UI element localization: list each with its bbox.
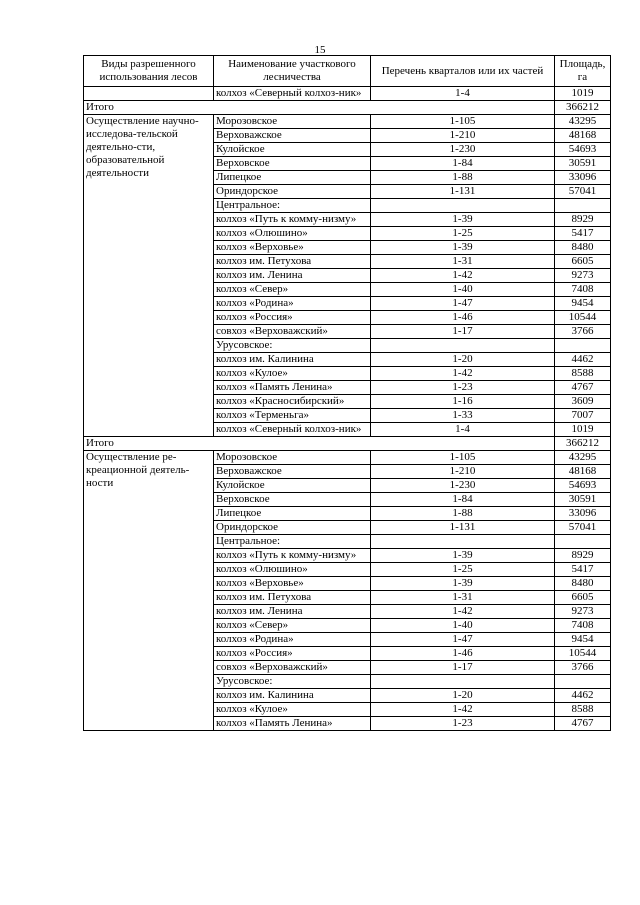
area-cell: 8929 [555,213,611,227]
header-kind: Виды разрешенного использования лесов [84,56,214,87]
area-cell: 1019 [555,423,611,437]
quarters-cell: 1-230 [371,143,555,157]
quarters-cell: 1-42 [371,269,555,283]
area-cell: 54693 [555,143,611,157]
area-cell: 9273 [555,605,611,619]
forestry-name-cell: Кулойское [214,479,371,493]
quarters-cell: 1-84 [371,157,555,171]
area-cell: 43295 [555,451,611,465]
forestry-name-cell: колхоз им. Ленина [214,605,371,619]
forestry-name-cell: колхоз «Память Ленина» [214,717,371,731]
header-area: Площадь, га [555,56,611,87]
forestry-name-cell: колхоз «Красносибирский» [214,395,371,409]
area-cell: 48168 [555,129,611,143]
area-cell: 3609 [555,395,611,409]
forestry-name-cell: колхоз «Кулое» [214,703,371,717]
forestry-name-cell: Центральное: [214,199,371,213]
quarters-cell [371,199,555,213]
quarters-cell: 1-20 [371,689,555,703]
quarters-cell: 1-84 [371,493,555,507]
area-cell: 54693 [555,479,611,493]
forestry-name-cell: колхоз «Олюшино» [214,227,371,241]
quarters-cell: 1-17 [371,661,555,675]
forestry-name-cell: совхоз «Верховажский» [214,325,371,339]
total-row [84,437,611,451]
quarters-cell: 1-42 [371,605,555,619]
quarters-cell: 1-40 [371,619,555,633]
quarters-cell: 1-47 [371,633,555,647]
forestry-name-cell: Морозовское [214,451,371,465]
area-cell: 9454 [555,633,611,647]
header-quarters: Перечень кварталов или их частей [371,56,555,87]
forestry-name-cell: колхоз им. Петухова [214,255,371,269]
quarters-cell: 1-25 [371,563,555,577]
use-kind-cell: Осуществление научно-исследова-тельской деятельно-сти, образовательной деятельности [84,115,214,437]
area-cell: 30591 [555,157,611,171]
area-cell [555,675,611,689]
area-cell: 10544 [555,311,611,325]
quarters-cell: 1-230 [371,479,555,493]
forestry-name-cell: колхоз «Верховье» [214,241,371,255]
area-cell: 9273 [555,269,611,283]
table-body [84,87,611,731]
quarters-cell: 1-46 [371,647,555,661]
table-row [84,451,611,465]
area-cell: 8929 [555,549,611,563]
forestry-name-cell: колхоз «Северный колхоз-ник» [214,423,371,437]
quarters-cell: 1-33 [371,409,555,423]
area-cell: 57041 [555,521,611,535]
area-cell [555,339,611,353]
quarters-cell: 1-39 [371,549,555,563]
total-label: Итого [84,101,555,115]
forestry-name-cell: колхоз «Север» [214,283,371,297]
forestry-name-cell: колхоз «Россия» [214,647,371,661]
forestry-name-cell: колхоз «Кулое» [214,367,371,381]
forest-use-table [83,55,611,731]
quarters-cell: 1-42 [371,703,555,717]
area-cell: 3766 [555,325,611,339]
forestry-name-cell: Ориндорское [214,521,371,535]
forestry-name-cell: колхоз «Терменьга» [214,409,371,423]
area-cell: 5417 [555,227,611,241]
quarters-cell: 1-210 [371,129,555,143]
total-value: 366212 [555,101,611,115]
forestry-name-cell: колхоз «Путь к комму-низму» [214,549,371,563]
quarters-cell: 1-23 [371,717,555,731]
use-kind-cell: Осуществление ре-креационной деятель-ности [84,451,214,731]
area-cell: 8588 [555,703,611,717]
forestry-name-cell: колхоз «Родина» [214,633,371,647]
forestry-name-cell: Центральное: [214,535,371,549]
header-forestry: Наименование участкового лесничества [214,56,371,87]
forestry-name-cell: Морозовское [214,115,371,129]
quarters-cell: 1-210 [371,465,555,479]
forestry-name-cell: колхоз им. Петухова [214,591,371,605]
quarters-cell: 1-39 [371,213,555,227]
area-cell: 8588 [555,367,611,381]
quarters-cell: 1-31 [371,255,555,269]
area-cell: 4767 [555,381,611,395]
quarters-cell: 1-23 [371,381,555,395]
area-cell: 10544 [555,647,611,661]
area-cell: 6605 [555,591,611,605]
area-cell: 30591 [555,493,611,507]
area-cell: 4462 [555,353,611,367]
table-row [84,115,611,129]
quarters-cell: 1-105 [371,451,555,465]
forestry-name-cell: колхоз «Северный колхоз-ник» [214,87,371,101]
forestry-name-cell: Ориндорское [214,185,371,199]
forestry-name-cell: Верховское [214,157,371,171]
forestry-name-cell: Урусовское: [214,675,371,689]
total-row [84,101,611,115]
area-cell: 6605 [555,255,611,269]
forestry-name-cell: колхоз им. Калинина [214,689,371,703]
quarters-cell: 1-39 [371,241,555,255]
area-cell: 33096 [555,507,611,521]
total-label: Итого [84,437,555,451]
quarters-cell: 1-4 [371,87,555,101]
quarters-cell: 1-105 [371,115,555,129]
area-cell: 9454 [555,297,611,311]
forestry-name-cell: совхоз «Верховажский» [214,661,371,675]
area-cell: 48168 [555,465,611,479]
quarters-cell: 1-88 [371,507,555,521]
quarters-cell: 1-25 [371,227,555,241]
quarters-cell [371,535,555,549]
table-header-row [84,56,611,87]
quarters-cell: 1-39 [371,577,555,591]
quarters-cell: 1-46 [371,311,555,325]
quarters-cell [371,675,555,689]
area-cell: 5417 [555,563,611,577]
forestry-name-cell: Верховажское [214,465,371,479]
area-cell: 8480 [555,241,611,255]
area-cell: 7408 [555,283,611,297]
forestry-name-cell: колхоз им. Ленина [214,269,371,283]
quarters-cell: 1-17 [371,325,555,339]
total-value: 366212 [555,437,611,451]
forestry-name-cell: колхоз им. Калинина [214,353,371,367]
quarters-cell: 1-42 [371,367,555,381]
area-cell: 4462 [555,689,611,703]
quarters-cell: 1-16 [371,395,555,409]
forestry-name-cell: Кулойское [214,143,371,157]
quarters-cell: 1-131 [371,521,555,535]
forestry-name-cell: Верховское [214,493,371,507]
quarters-cell: 1-131 [371,185,555,199]
quarters-cell: 1-88 [371,171,555,185]
page-number: 15 [314,44,326,56]
forestry-name-cell: Липецкое [214,171,371,185]
quarters-cell [371,339,555,353]
area-cell: 7007 [555,409,611,423]
area-cell: 8480 [555,577,611,591]
quarters-cell: 1-20 [371,353,555,367]
area-cell: 1019 [555,87,611,101]
area-cell: 57041 [555,185,611,199]
quarters-cell: 1-47 [371,297,555,311]
forestry-name-cell: колхоз «Память Ленина» [214,381,371,395]
table-row [84,87,611,101]
use-kind-cell [84,87,214,101]
area-cell [555,199,611,213]
area-cell: 33096 [555,171,611,185]
forestry-name-cell: Липецкое [214,507,371,521]
forestry-name-cell: колхоз «Путь к комму-низму» [214,213,371,227]
forestry-name-cell: колхоз «Россия» [214,311,371,325]
quarters-cell: 1-31 [371,591,555,605]
quarters-cell: 1-40 [371,283,555,297]
area-cell: 43295 [555,115,611,129]
forestry-name-cell: колхоз «Родина» [214,297,371,311]
area-cell [555,535,611,549]
area-cell: 3766 [555,661,611,675]
forestry-name-cell: колхоз «Олюшино» [214,563,371,577]
area-cell: 7408 [555,619,611,633]
quarters-cell: 1-4 [371,423,555,437]
forestry-name-cell: колхоз «Север» [214,619,371,633]
area-cell: 4767 [555,717,611,731]
forestry-name-cell: Верховажское [214,129,371,143]
forestry-name-cell: колхоз «Верховье» [214,577,371,591]
forestry-name-cell: Урусовское: [214,339,371,353]
